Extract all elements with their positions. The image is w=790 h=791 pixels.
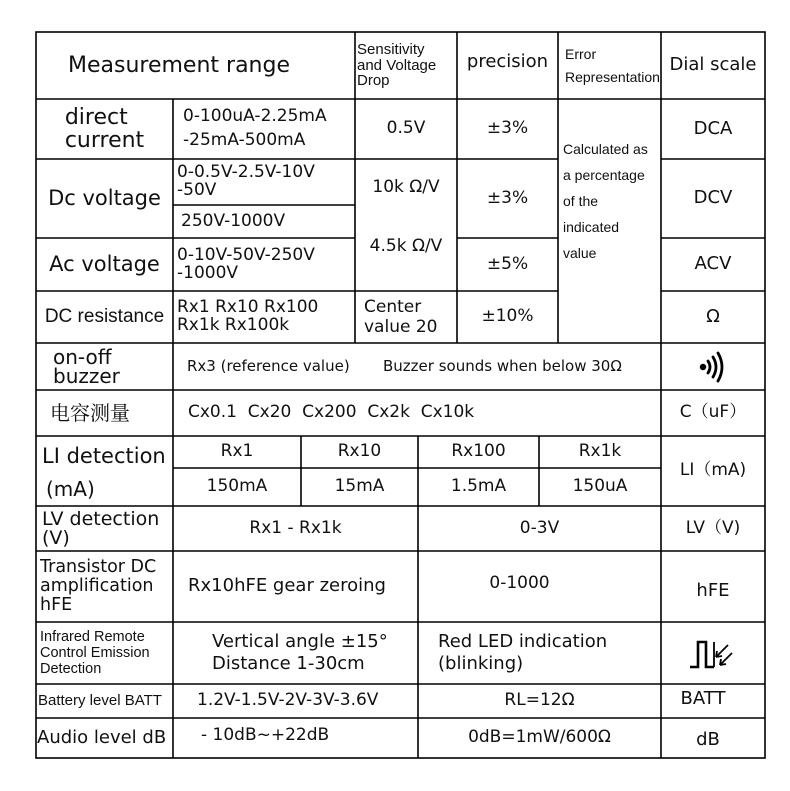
dca-label-text: direct current (64, 104, 145, 153)
battery-load-text: RL=12Ω (504, 690, 575, 711)
li-gear-rx10 (301, 436, 418, 468)
audio-reference-text: 0dB=1mW/600Ω (468, 727, 611, 748)
buzzer-label-text: on-off buzzer (53, 344, 120, 388)
header-precision (457, 32, 558, 99)
li-label-text: LI detection (42, 444, 166, 468)
battery-label-text: Battery level BATT (38, 692, 162, 710)
infrared-indication-text: Red LED indication (blinking) (438, 631, 608, 674)
infrared-indication (418, 622, 661, 684)
battery-levels (173, 684, 418, 718)
acv-range-text: 0-10V-50V-250V -1000V (177, 244, 315, 283)
header-error-representation (558, 32, 661, 99)
battery-levels-text: 1.2V-1.5V-2V-3V-3.6V (197, 690, 379, 711)
error-representation-note (558, 99, 661, 343)
audio-range-text: - 10dB~+22dB (201, 725, 330, 746)
dcv-sensitivity-text: 10k Ω/V (372, 176, 440, 197)
dca-dial-text: DCA (693, 117, 733, 139)
infrared-led-icon (661, 622, 765, 684)
li-value-rx10-text: 15mA (334, 476, 385, 497)
audio-reference (418, 718, 661, 758)
li-value-rx1-text: 150mA (206, 476, 268, 497)
resistance-range-text: Rx1 Rx10 Rx100 Rx1k Rx100k (177, 297, 319, 335)
dcv-precision-text: ±3% (486, 187, 529, 208)
infrared-label (36, 622, 173, 684)
hfe-range-text: 0-1000 (489, 573, 550, 594)
dcv-precision (457, 159, 558, 238)
li-value-rx100-text: 1.5mA (450, 476, 507, 497)
li-gear-rx1k (539, 436, 661, 468)
li-gear-rx1 (173, 436, 301, 468)
li-value-rx1k (539, 468, 661, 506)
hfe-dial-text: hFE (696, 580, 730, 602)
lv-range (418, 506, 661, 551)
acv-sensitivity-text: 4.5k Ω/V (369, 236, 443, 257)
dca-sensitivity-text: 0.5V (386, 118, 426, 139)
infrared-label-text: Infrared Remote Control Emission Detection (40, 628, 150, 678)
buzzer-label (36, 343, 173, 390)
header-error-representation-text: Error Representation (565, 46, 660, 85)
dca-range-text: 0-100uA-2.25mA -25mA-500mA (183, 106, 327, 150)
buzzer-reference (173, 343, 383, 390)
dcv-sensitivity (355, 159, 457, 216)
lv-dial (661, 506, 765, 551)
dcv-range-high (173, 205, 355, 238)
header-dial-scale-text: Dial scale (669, 54, 757, 76)
dcv-dial (661, 159, 765, 238)
li-gear-rx1k-text: Rx1k (578, 441, 622, 462)
audio-dial (661, 718, 755, 762)
dcv-range-high-text: 250V-1000V (181, 210, 286, 231)
dcv-label-text: Dc voltage (48, 186, 161, 211)
resistance-label (36, 291, 173, 343)
acv-precision-text: ±5% (486, 253, 529, 274)
li-dial (661, 436, 765, 506)
header-sensitivity (355, 32, 457, 99)
hfe-dial (661, 551, 765, 632)
capacitance-label (36, 390, 173, 436)
li-value-rx1k-text: 150uA (572, 476, 628, 497)
audio-label (36, 718, 173, 758)
audio-label-text: Audio level dB (37, 726, 167, 748)
hfe-label-text: Transistor DC amplification hFE (40, 556, 157, 616)
header-measurement-range-text: Measurement range (68, 52, 290, 78)
resistance-precision-text: ±10% (481, 306, 534, 327)
lv-dial-text: LV（V) (685, 517, 741, 538)
resistance-label-text: DC resistance (44, 306, 165, 328)
li-unit-text: (mA) (46, 476, 95, 501)
dcv-label (36, 159, 173, 238)
resistance-range (173, 291, 355, 343)
capacitance-ranges-text: Cx0.1 Cx20 Cx200 Cx2k Cx10k (188, 402, 475, 423)
dca-label (36, 99, 173, 159)
header-sensitivity-text: Sensitivity and Voltage Drop (357, 40, 437, 90)
resistance-precision (457, 291, 558, 343)
dcv-range-low-text: 0-0.5V-2.5V-10V -50V (177, 162, 315, 200)
dcv-range-low (173, 159, 355, 205)
header-measurement-range (36, 32, 355, 99)
buzzer-sound-icon (661, 343, 765, 390)
acv-sensitivity (355, 216, 457, 278)
error-representation-note-text: Calculated as a percentage of the indicated value (563, 141, 648, 261)
battery-load (418, 684, 661, 718)
battery-label (36, 684, 173, 718)
resistance-dial-text: Ω (706, 305, 720, 327)
dca-precision-text: ±3% (486, 118, 529, 139)
acv-dial (661, 238, 765, 291)
hfe-range (418, 551, 621, 617)
lv-range-text: 0-3V (519, 517, 560, 538)
hfe-gear (173, 551, 418, 622)
buzzer-note-text: Buzzer sounds when below 30Ω (383, 356, 622, 375)
header-dial-scale (661, 32, 765, 99)
acv-range (173, 238, 355, 291)
acv-precision (457, 238, 558, 291)
battery-dial (661, 684, 745, 714)
audio-range (173, 718, 418, 754)
resistance-dial (661, 291, 765, 343)
li-gear-rx1-text: Rx1 (220, 441, 254, 462)
lv-label-text: LV detection (V) (42, 507, 160, 549)
acv-dial-text: ACV (694, 253, 732, 275)
li-gear-rx100 (418, 436, 539, 468)
acv-label-text: Ac voltage (49, 252, 160, 277)
li-dial-text: LI（mA) (679, 460, 747, 481)
dca-precision (457, 99, 558, 159)
li-gear-rx10-text: Rx10 (337, 441, 382, 462)
li-value-rx10 (301, 468, 418, 506)
lv-gear (173, 506, 418, 551)
dca-range (173, 99, 355, 159)
dcv-dial-text: DCV (693, 187, 733, 209)
resistance-center (355, 291, 457, 343)
capacitance-ranges (173, 390, 661, 436)
capacitance-dial (661, 390, 765, 436)
li-value-rx1 (173, 468, 301, 506)
dca-sensitivity (355, 99, 457, 159)
buzzer-note (378, 343, 661, 390)
li-value-rx100 (418, 468, 539, 506)
lv-label (36, 506, 173, 551)
infrared-angle (173, 622, 418, 684)
infrared-angle-text: Vertical angle ±15° Distance 1-30cm (212, 631, 388, 674)
resistance-center-text: Center value 20 (364, 296, 438, 337)
buzzer-reference-text: Rx3 (reference value) (187, 356, 350, 375)
audio-dial-text: dB (696, 728, 720, 750)
capacitance-dial-text: C（uF） (679, 402, 747, 423)
li-gear-rx100-text: Rx100 (451, 441, 506, 462)
li-unit (36, 472, 173, 506)
header-precision-text: precision (466, 51, 549, 73)
hfe-gear-text: Rx10hFE gear zeroing (188, 575, 386, 597)
dca-dial (661, 99, 765, 159)
battery-dial-text: BATT (680, 687, 726, 709)
acv-label (36, 238, 173, 291)
capacitance-label-text: 电容测量 (50, 400, 130, 425)
lv-gear-text: Rx1 - Rx1k (249, 517, 342, 538)
hfe-label (36, 551, 173, 622)
